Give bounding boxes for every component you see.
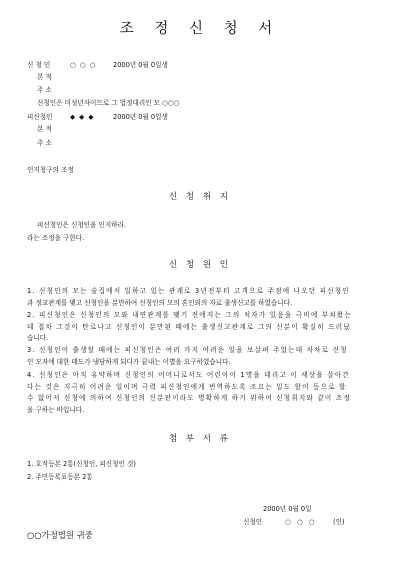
purpose-line-2: 라는 조정을 구한다. xyxy=(27,234,85,242)
reason-1-line-2: 과 정교관계를 맺고 신청인을 분만하여 신청인의 모의 혼인외의 자로 출생신고를 하였습니다. xyxy=(27,298,293,307)
reason-3-line-1: 3. 신청인이 출생할 때에는 피신청인은 여러 가지 어려운 일을 보살펴 주었는데 차차로 신청 xyxy=(27,346,348,354)
purpose-heading: 신 청 취 지 xyxy=(169,192,231,202)
reason-paragraph-4 xyxy=(27,370,380,417)
applicant-name: ○ ○ ○ xyxy=(70,61,97,69)
reason-2-line-3: 습니다. xyxy=(27,334,49,343)
applicant-label: 신 청 인 xyxy=(27,61,51,69)
court-addressee: ○○가정법원 귀중 xyxy=(27,530,93,540)
attachment-item-1: 1. 호적등본 2통(신청인, 피신청인 것) xyxy=(27,460,136,468)
signature-label: 신청인 xyxy=(243,518,263,526)
respondent-address-label: 주 소 xyxy=(37,139,52,147)
signature-name: ○ ○ ○ xyxy=(285,518,317,526)
reason-4-line-3: 수 없어서 신청에 의하여 신청인의 신분판이라도 명확하게 하기 위하여 신청취지와 같이 조정 xyxy=(27,394,351,403)
respondent-birth: 2000년 0월 0일생 xyxy=(113,113,168,121)
reason-1-line-1: 1. 신청인의 모는 술집에서 일하고 있는 관계로 3년전부터 고객으로 주점에 나오던 피신청인 xyxy=(27,287,350,295)
reason-paragraph-1 xyxy=(27,286,380,309)
applicant-address-label: 주 소 xyxy=(37,86,52,94)
reason-4-line-2: 다는 것은 지극히 어려운 일이며 극력 피신청인에게 번역하도록 조르는 일도 할이 등으로 할 xyxy=(27,382,347,391)
attachment-item-2: 2. 주민등록표등본 2통 xyxy=(27,473,93,481)
attachments-heading: 첨 부 서 류 xyxy=(169,434,231,444)
reason-4-line-1: 4. 신청인은 아직 유약하며 신청인의 어머니로서도 어린아이 1명을 데리고 이 세상을 살아간 xyxy=(27,371,350,379)
legal-representative-note: 신청인은 미성년자이므로 그 법정대리인 모 ○○○ xyxy=(37,99,180,107)
signature-date: 2000년 0월 0일 xyxy=(263,505,312,513)
respondent-label: 피신청인 xyxy=(27,113,53,121)
document-title: 조 정 신 청 서 xyxy=(119,21,281,37)
case-name: 인지청구의 조정 xyxy=(27,166,74,174)
reason-2-line-2: 데 접차 그것이 탄로나고 신청인이 분만된 때에는 출생신고관계로 그의 신분이 확실히 드러났 xyxy=(27,322,351,331)
purpose-line-1: 피신청인은 신청인을 인지하라. xyxy=(37,221,127,229)
reason-paragraph-3 xyxy=(27,345,380,368)
reason-4-line-4: 을 구하는 바입니다. xyxy=(27,406,85,415)
applicant-birth: 2000년 0월 0일생 xyxy=(113,61,168,69)
reason-2-line-1: 2. 피신청인은 신청인의 모와 내연관계를 맺기 전에지는 그의 처자가 있음을 극비에 부쳐왔는 xyxy=(27,311,353,319)
respondent-name: ◆ ◆ ◆ xyxy=(70,113,95,121)
reasons-heading: 신 청 원 인 xyxy=(169,260,231,270)
reason-paragraph-2 xyxy=(27,310,380,345)
signature-seal: (인) xyxy=(333,518,345,526)
applicant-domicile-label: 본 적 xyxy=(37,73,52,81)
respondent-domicile-label: 본 적 xyxy=(37,125,52,133)
reason-3-line-2: 인 모자에 대한 태도가 냉담하게 되다가 끝내는 이별을 요구하였습니다. xyxy=(27,357,231,366)
